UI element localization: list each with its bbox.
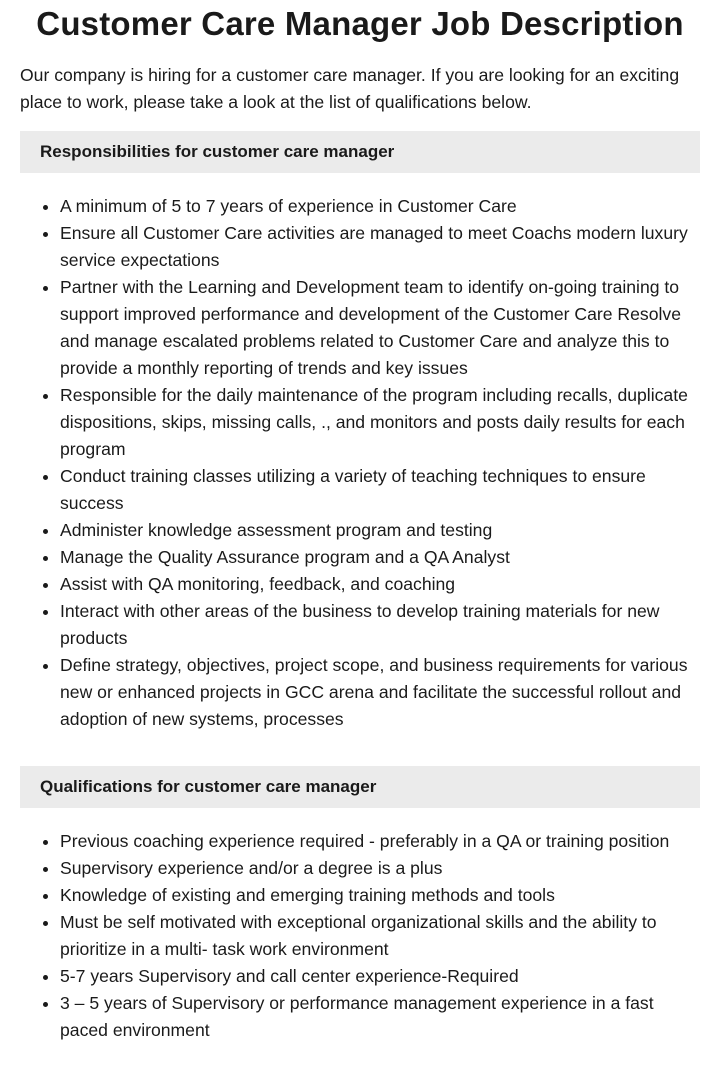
list-item: Define strategy, objectives, project scope, and business requirements for various new or enhanced projects in GCC arena and facilitate the successful rollout and adoption of new systems, processes [60,652,700,733]
list-item: Ensure all Customer Care activities are managed to meet Coachs modern luxury service expectations [60,220,700,274]
responsibilities-heading: Responsibilities for customer care manager [20,131,700,173]
list-item: Assist with QA monitoring, feedback, and coaching [60,571,700,598]
list-item: Interact with other areas of the business to develop training materials for new products [60,598,700,652]
list-item: Supervisory experience and/or a degree is a plus [60,855,700,882]
page-title: Customer Care Manager Job Description [36,5,684,42]
list-item: Administer knowledge assessment program and testing [60,517,700,544]
list-item: Manage the Quality Assurance program and a QA Analyst [60,544,700,571]
list-item: A minimum of 5 to 7 years of experience in Customer Care [60,193,700,220]
list-item: Previous coaching experience required - preferably in a QA or training position [60,828,700,855]
list-item: Must be self motivated with exceptional organizational skills and the ability to prioritize in a multi- task work environment [60,909,700,963]
intro-paragraph: Our company is hiring for a customer care manager. If you are looking for an exciting place to work, please take a look at the list of qualifications below. [20,65,680,112]
qualifications-list [20,828,700,1044]
responsibilities-list [20,193,700,733]
list-item: 3 – 5 years of Supervisory or performance management experience in a fast paced environment [60,990,700,1044]
qualifications-heading: Qualifications for customer care manager [20,766,700,808]
list-item: Partner with the Learning and Development team to identify on-going training to support improved performance and development of the Customer Care Resolve and manage escalated problems related to Customer Care and analyze this to provide a monthly reporting of trends and key issues [60,274,700,382]
list-item: Responsible for the daily maintenance of the program including recalls, duplicate dispositions, skips, missing calls, ., and monitors and posts daily results for each program [60,382,700,463]
list-item: Knowledge of existing and emerging training methods and tools [60,882,700,909]
list-item: Conduct training classes utilizing a variety of teaching techniques to ensure success [60,463,700,517]
list-item: 5-7 years Supervisory and call center experience-Required [60,963,700,990]
